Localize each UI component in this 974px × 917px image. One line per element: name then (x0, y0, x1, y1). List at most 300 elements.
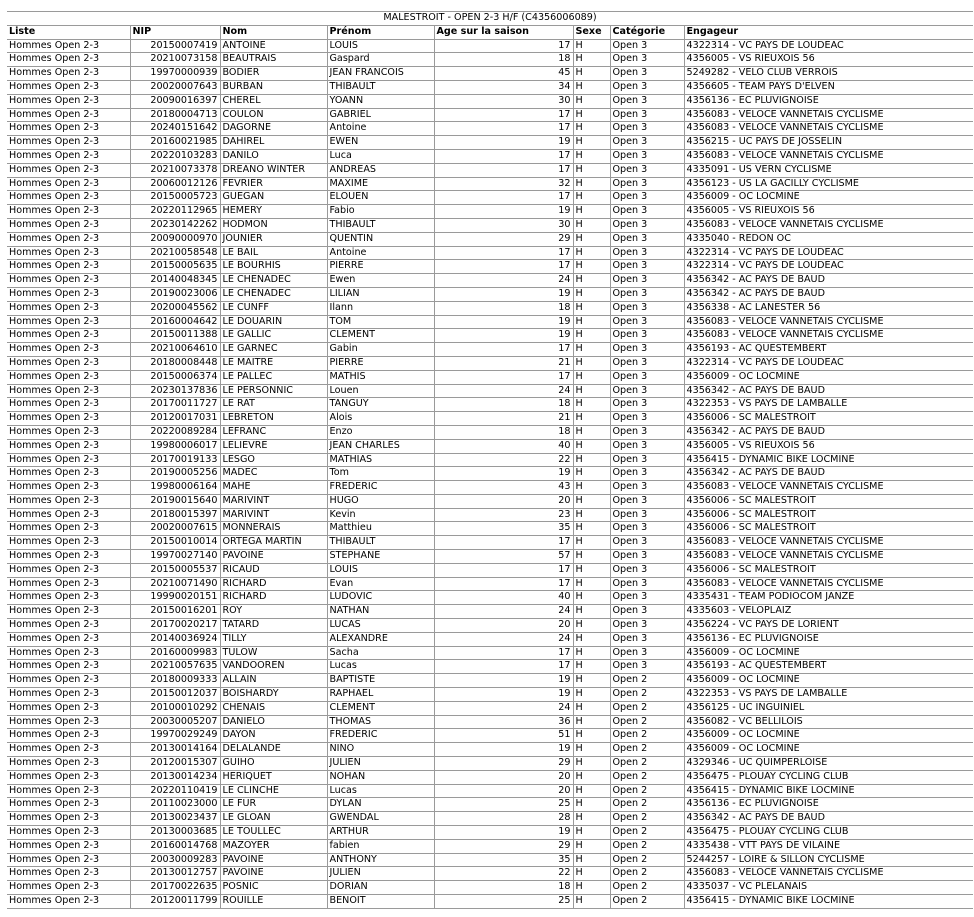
col-nom-cell: HEMERY (220, 205, 327, 219)
col-nip-cell: 20210071490 (130, 577, 220, 591)
col-nom-cell: LE CLINCHE (220, 784, 327, 798)
col-age-cell: 19 (434, 205, 573, 219)
col-nip-cell: 20110023000 (130, 798, 220, 812)
table-row (7, 701, 973, 715)
col-nip-cell: 20150016201 (130, 605, 220, 619)
col-liste-cell: Hommes Open 2-3 (7, 108, 130, 122)
col-age-cell: 21 (434, 356, 573, 370)
col-categorie-cell: Open 3 (610, 453, 684, 467)
col-engageur-cell: 4329346 - UC QUIMPERLOISE (684, 757, 973, 771)
col-liste-cell: Hommes Open 2-3 (7, 536, 130, 550)
col-liste-cell: Hommes Open 2-3 (7, 646, 130, 660)
col-nip-cell: 20020007643 (130, 80, 220, 94)
col-sexe-cell: H (573, 895, 610, 909)
col-nom-cell: LE TOULLEC (220, 826, 327, 840)
col-nip-cell: 20140036924 (130, 632, 220, 646)
table-row (7, 646, 973, 660)
col-prenom-cell: GABRIEL (327, 108, 434, 122)
table-row (7, 812, 973, 826)
table-row (7, 688, 973, 702)
col-nip-cell: 20190015640 (130, 494, 220, 508)
col-prenom-cell: Luca (327, 149, 434, 163)
table-row (7, 343, 973, 357)
col-sexe-cell: H (573, 398, 610, 412)
col-prenom-cell: JULIEN (327, 757, 434, 771)
col-liste-cell: Hommes Open 2-3 (7, 522, 130, 536)
col-prenom-cell: Lucas (327, 784, 434, 798)
col-nip-cell: 20170022635 (130, 881, 220, 895)
table-row (7, 619, 973, 633)
table-row (7, 536, 973, 550)
col-nom-cell: LE GLOAN (220, 812, 327, 826)
col-age-cell: 20 (434, 619, 573, 633)
table-row (7, 826, 973, 840)
col-categorie-cell: Open 2 (610, 826, 684, 840)
col-engageur-cell: 4335431 - TEAM PODIOCOM JANZE (684, 591, 973, 605)
col-prenom-cell: GWENDAL (327, 812, 434, 826)
col-engageur-cell: 4356009 - OC LOCMINE (684, 646, 973, 660)
col-prenom-cell: Lucas (327, 660, 434, 674)
col-engageur-cell: 4356083 - VELOCE VANNETAIS CYCLISME (684, 329, 973, 343)
table-row (7, 508, 973, 522)
col-nom-cell: TATARD (220, 619, 327, 633)
col-age-cell: 20 (434, 770, 573, 784)
col-sexe-cell: H (573, 577, 610, 591)
table-row (7, 53, 973, 67)
col-nip-cell: 20120017031 (130, 412, 220, 426)
col-categorie-cell: Open 3 (610, 494, 684, 508)
col-liste-cell: Hommes Open 2-3 (7, 812, 130, 826)
col-liste-cell: Hommes Open 2-3 (7, 839, 130, 853)
col-engageur-cell: 4356136 - EC PLUVIGNOISE (684, 94, 973, 108)
col-categorie-cell: Open 3 (610, 646, 684, 660)
table-row (7, 163, 973, 177)
table-row (7, 122, 973, 136)
col-nip-cell: 19990020151 (130, 591, 220, 605)
col-age-header: Age sur la saison (434, 25, 573, 39)
col-categorie-cell: Open 3 (610, 205, 684, 219)
col-nom-cell: MARIVINT (220, 494, 327, 508)
col-age-cell: 24 (434, 701, 573, 715)
col-nip-cell: 20150011388 (130, 329, 220, 343)
col-categorie-cell: Open 3 (610, 39, 684, 53)
col-engageur-cell: 4356009 - OC LOCMINE (684, 729, 973, 743)
col-nip-cell: 19970029249 (130, 729, 220, 743)
col-age-cell: 29 (434, 839, 573, 853)
col-prenom-cell: THIBAULT (327, 536, 434, 550)
col-sexe-cell: H (573, 508, 610, 522)
col-categorie-cell: Open 3 (610, 632, 684, 646)
table-row (7, 301, 973, 315)
col-sexe-cell: H (573, 260, 610, 274)
col-sexe-cell: H (573, 315, 610, 329)
col-liste-cell: Hommes Open 2-3 (7, 481, 130, 495)
col-liste-cell: Hommes Open 2-3 (7, 412, 130, 426)
col-liste-cell: Hommes Open 2-3 (7, 301, 130, 315)
col-categorie-cell: Open 2 (610, 701, 684, 715)
col-categorie-cell: Open 3 (610, 232, 684, 246)
col-prenom-cell: LUCAS (327, 619, 434, 633)
col-prenom-cell: JULIEN (327, 867, 434, 881)
col-engageur-cell: 4356342 - AC PAYS DE BAUD (684, 425, 973, 439)
col-liste-cell: Hommes Open 2-3 (7, 577, 130, 591)
col-liste-cell: Hommes Open 2-3 (7, 757, 130, 771)
col-categorie-cell: Open 3 (610, 384, 684, 398)
col-age-cell: 18 (434, 53, 573, 67)
col-categorie-cell: Open 3 (610, 370, 684, 384)
col-nip-cell: 20210073378 (130, 163, 220, 177)
col-prenom-cell: Ewen (327, 274, 434, 288)
col-sexe-cell: H (573, 563, 610, 577)
col-prenom-cell: HUGO (327, 494, 434, 508)
col-age-cell: 19 (434, 136, 573, 150)
col-categorie-cell: Open 2 (610, 770, 684, 784)
col-nip-cell: 20090016397 (130, 94, 220, 108)
col-categorie-cell: Open 3 (610, 315, 684, 329)
col-categorie-cell: Open 3 (610, 53, 684, 67)
col-nom-cell: DANIELO (220, 715, 327, 729)
col-age-cell: 17 (434, 660, 573, 674)
col-liste-cell: Hommes Open 2-3 (7, 384, 130, 398)
table-row (7, 149, 973, 163)
col-prenom-cell: ALEXANDRE (327, 632, 434, 646)
col-sexe-cell: H (573, 660, 610, 674)
col-engageur-cell: 4356083 - VELOCE VANNETAIS CYCLISME (684, 108, 973, 122)
col-liste-cell: Hommes Open 2-3 (7, 563, 130, 577)
col-prenom-cell: MATHIAS (327, 453, 434, 467)
col-sexe-cell: H (573, 370, 610, 384)
col-prenom-cell: BENOIT (327, 895, 434, 909)
col-categorie-header: Catégorie (610, 25, 684, 39)
col-sexe-cell: H (573, 177, 610, 191)
table-row (7, 287, 973, 301)
col-categorie-cell: Open 3 (610, 425, 684, 439)
col-prenom-cell: Evan (327, 577, 434, 591)
col-liste-cell: Hommes Open 2-3 (7, 729, 130, 743)
col-nom-cell: LE MAITRE (220, 356, 327, 370)
col-categorie-cell: Open 3 (610, 177, 684, 191)
col-nip-cell: 20130014234 (130, 770, 220, 784)
col-sexe-cell: H (573, 412, 610, 426)
col-prenom-cell: NATHAN (327, 605, 434, 619)
col-nom-cell: DELALANDE (220, 743, 327, 757)
col-age-cell: 20 (434, 494, 573, 508)
col-liste-cell: Hommes Open 2-3 (7, 508, 130, 522)
col-engageur-cell: 5244257 - LOIRE & SILLON CYCLISME (684, 853, 973, 867)
col-nom-cell: LE CHENADEC (220, 274, 327, 288)
col-prenom-cell: Antoine (327, 246, 434, 260)
col-engageur-cell: 4322314 - VC PAYS DE LOUDEAC (684, 260, 973, 274)
col-engageur-cell: 4356083 - VELOCE VANNETAIS CYCLISME (684, 149, 973, 163)
col-liste-header: Liste (7, 25, 130, 39)
col-nip-cell: 20240151642 (130, 122, 220, 136)
table-row (7, 577, 973, 591)
col-categorie-cell: Open 3 (610, 94, 684, 108)
col-engageur-cell: 4322314 - VC PAYS DE LOUDEAC (684, 356, 973, 370)
col-categorie-cell: Open 2 (610, 757, 684, 771)
col-engageur-cell: 4356083 - VELOCE VANNETAIS CYCLISME (684, 218, 973, 232)
col-categorie-cell: Open 3 (610, 108, 684, 122)
col-nip-cell: 20210057635 (130, 660, 220, 674)
col-nom-cell: LE PALLEC (220, 370, 327, 384)
col-age-cell: 28 (434, 812, 573, 826)
col-nip-cell: 20200045562 (130, 301, 220, 315)
table-row (7, 660, 973, 674)
col-age-cell: 36 (434, 715, 573, 729)
col-age-cell: 18 (434, 301, 573, 315)
col-liste-cell: Hommes Open 2-3 (7, 743, 130, 757)
col-age-cell: 17 (434, 163, 573, 177)
table-row (7, 853, 973, 867)
col-age-cell: 32 (434, 177, 573, 191)
col-age-cell: 18 (434, 425, 573, 439)
col-nom-cell: MADEC (220, 467, 327, 481)
col-age-cell: 21 (434, 412, 573, 426)
col-age-cell: 19 (434, 674, 573, 688)
col-prenom-header: Prénom (327, 25, 434, 39)
col-sexe-cell: H (573, 53, 610, 67)
col-liste-cell: Hommes Open 2-3 (7, 881, 130, 895)
col-liste-cell: Hommes Open 2-3 (7, 688, 130, 702)
col-sexe-cell: H (573, 467, 610, 481)
col-engageur-cell: 4356338 - AC LANESTER 56 (684, 301, 973, 315)
col-engageur-cell: 4356082 - VC BELLILOIS (684, 715, 973, 729)
col-nom-cell: ROUILLE (220, 895, 327, 909)
col-sexe-cell: H (573, 108, 610, 122)
col-engageur-cell: 4356342 - AC PAYS DE BAUD (684, 812, 973, 826)
table-row (7, 522, 973, 536)
col-engageur-cell: 4356193 - AC QUESTEMBERT (684, 343, 973, 357)
col-nip-cell: 20220089284 (130, 425, 220, 439)
col-nom-cell: DAGORNE (220, 122, 327, 136)
col-nom-cell: LE CHENADEC (220, 287, 327, 301)
col-age-cell: 19 (434, 329, 573, 343)
col-liste-cell: Hommes Open 2-3 (7, 619, 130, 633)
col-sexe-cell: H (573, 688, 610, 702)
table-body (7, 39, 973, 908)
col-prenom-cell: Enzo (327, 425, 434, 439)
col-nip-cell: 20190023006 (130, 287, 220, 301)
table-row (7, 67, 973, 81)
col-prenom-cell: THOMAS (327, 715, 434, 729)
col-liste-cell: Hommes Open 2-3 (7, 467, 130, 481)
col-sexe-cell: H (573, 605, 610, 619)
col-prenom-cell: EWEN (327, 136, 434, 150)
col-sexe-cell: H (573, 343, 610, 357)
col-age-cell: 19 (434, 826, 573, 840)
col-nom-cell: BEAUTRAIS (220, 53, 327, 67)
col-liste-cell: Hommes Open 2-3 (7, 674, 130, 688)
col-engageur-cell: 4322314 - VC PAYS DE LOUDEAC (684, 39, 973, 53)
col-engageur-cell: 4356083 - VELOCE VANNETAIS CYCLISME (684, 577, 973, 591)
col-sexe-cell: H (573, 812, 610, 826)
col-nom-cell: MAZOYER (220, 839, 327, 853)
table-row (7, 494, 973, 508)
col-categorie-cell: Open 3 (610, 274, 684, 288)
col-prenom-cell: THIBAULT (327, 218, 434, 232)
col-nom-cell: BODIER (220, 67, 327, 81)
col-categorie-cell: Open 3 (610, 246, 684, 260)
col-engageur-cell: 4356083 - VELOCE VANNETAIS CYCLISME (684, 550, 973, 564)
col-categorie-cell: Open 3 (610, 80, 684, 94)
col-engageur-cell: 4356193 - AC QUESTEMBERT (684, 660, 973, 674)
col-nom-cell: DANILO (220, 149, 327, 163)
col-age-cell: 18 (434, 398, 573, 412)
col-engageur-cell: 4356009 - OC LOCMINE (684, 743, 973, 757)
table-row (7, 260, 973, 274)
col-nip-cell: 20210064610 (130, 343, 220, 357)
col-categorie-cell: Open 3 (610, 329, 684, 343)
col-nom-cell: TULOW (220, 646, 327, 660)
col-liste-cell: Hommes Open 2-3 (7, 80, 130, 94)
col-engageur-cell: 4356009 - OC LOCMINE (684, 191, 973, 205)
col-nip-cell: 20030009283 (130, 853, 220, 867)
col-sexe-cell: H (573, 853, 610, 867)
col-prenom-cell: LUDOVIC (327, 591, 434, 605)
col-prenom-cell: STEPHANE (327, 550, 434, 564)
table-row (7, 453, 973, 467)
col-engageur-cell: 4356224 - VC PAYS DE LORIENT (684, 619, 973, 633)
col-liste-cell: Hommes Open 2-3 (7, 356, 130, 370)
col-engageur-cell: 4356136 - EC PLUVIGNOISE (684, 632, 973, 646)
col-engageur-cell: 4335040 - REDON OC (684, 232, 973, 246)
col-prenom-cell: JEAN FRANCOIS (327, 67, 434, 81)
col-engageur-cell: 4356475 - PLOUAY CYCLING CLUB (684, 770, 973, 784)
col-nom-cell: POSNIC (220, 881, 327, 895)
col-nom-cell: LE BAIL (220, 246, 327, 260)
table-row (7, 232, 973, 246)
col-prenom-cell: MATHIS (327, 370, 434, 384)
col-sexe-cell: H (573, 481, 610, 495)
col-engageur-cell: 4356006 - SC MALESTROIT (684, 494, 973, 508)
col-nom-cell: PAVOINE (220, 853, 327, 867)
col-age-cell: 19 (434, 315, 573, 329)
col-age-cell: 19 (434, 467, 573, 481)
col-prenom-cell: Tom (327, 467, 434, 481)
col-sexe-cell: H (573, 536, 610, 550)
table-row (7, 108, 973, 122)
col-nip-cell: 19970027140 (130, 550, 220, 564)
col-categorie-cell: Open 3 (610, 343, 684, 357)
col-categorie-cell: Open 2 (610, 853, 684, 867)
col-age-cell: 35 (434, 853, 573, 867)
col-categorie-cell: Open 3 (610, 481, 684, 495)
col-sexe-cell: H (573, 784, 610, 798)
col-age-cell: 43 (434, 481, 573, 495)
col-age-cell: 17 (434, 370, 573, 384)
col-age-cell: 34 (434, 80, 573, 94)
col-nip-cell: 20140048345 (130, 274, 220, 288)
col-nom-cell: RICAUD (220, 563, 327, 577)
col-categorie-cell: Open 3 (610, 536, 684, 550)
col-prenom-cell: LOUIS (327, 39, 434, 53)
col-sexe-cell: H (573, 218, 610, 232)
table-row (7, 563, 973, 577)
col-nip-cell: 20150006374 (130, 370, 220, 384)
col-nom-cell: LE GARNEC (220, 343, 327, 357)
col-nom-cell: CHEREL (220, 94, 327, 108)
col-categorie-cell: Open 3 (610, 550, 684, 564)
table-row (7, 412, 973, 426)
col-nom-cell: JOUNIER (220, 232, 327, 246)
table-row (7, 591, 973, 605)
col-nip-cell: 20180009333 (130, 674, 220, 688)
table-row (7, 550, 973, 564)
col-engageur-cell: 4356009 - OC LOCMINE (684, 674, 973, 688)
col-sexe-cell: H (573, 798, 610, 812)
col-nom-cell: MARIVINT (220, 508, 327, 522)
col-liste-cell: Hommes Open 2-3 (7, 246, 130, 260)
col-prenom-cell: MAXIME (327, 177, 434, 191)
col-engageur-cell: 4356006 - SC MALESTROIT (684, 563, 973, 577)
col-age-cell: 17 (434, 191, 573, 205)
col-engageur-cell: 4356136 - EC PLUVIGNOISE (684, 798, 973, 812)
col-age-cell: 17 (434, 343, 573, 357)
col-nom-cell: LE DOUARIN (220, 315, 327, 329)
col-nom-cell: HERIQUET (220, 770, 327, 784)
col-categorie-cell: Open 3 (610, 287, 684, 301)
col-prenom-cell: DORIAN (327, 881, 434, 895)
table-row (7, 895, 973, 909)
col-engageur-cell: 4356342 - AC PAYS DE BAUD (684, 384, 973, 398)
col-liste-cell: Hommes Open 2-3 (7, 605, 130, 619)
table-row (7, 94, 973, 108)
col-age-cell: 17 (434, 149, 573, 163)
col-age-cell: 40 (434, 439, 573, 453)
table-row (7, 191, 973, 205)
col-nom-cell: LE BOURHIS (220, 260, 327, 274)
col-age-cell: 19 (434, 287, 573, 301)
col-liste-cell: Hommes Open 2-3 (7, 94, 130, 108)
col-prenom-cell: QUENTIN (327, 232, 434, 246)
col-age-cell: 19 (434, 688, 573, 702)
col-prenom-cell: Gabin (327, 343, 434, 357)
col-sexe-cell: H (573, 770, 610, 784)
col-sexe-cell: H (573, 136, 610, 150)
col-age-cell: 51 (434, 729, 573, 743)
col-sexe-cell: H (573, 826, 610, 840)
col-nom-cell: LELIEVRE (220, 439, 327, 453)
col-engageur-cell: 4356083 - VELOCE VANNETAIS CYCLISME (684, 315, 973, 329)
col-nip-cell: 20160009983 (130, 646, 220, 660)
col-categorie-cell: Open 3 (610, 577, 684, 591)
table-row (7, 177, 973, 191)
header-row (7, 25, 973, 39)
col-nip-cell: 20170019133 (130, 453, 220, 467)
col-engageur-cell: 4356123 - US LA GACILLY CYCLISME (684, 177, 973, 191)
col-prenom-cell: YOANN (327, 94, 434, 108)
col-engageur-cell: 4356005 - VS RIEUXOIS 56 (684, 53, 973, 67)
col-nip-cell: 20220110419 (130, 784, 220, 798)
col-prenom-cell: TOM (327, 315, 434, 329)
table-row (7, 867, 973, 881)
table-row (7, 425, 973, 439)
col-prenom-cell: Alois (327, 412, 434, 426)
col-categorie-cell: Open 3 (610, 660, 684, 674)
col-categorie-cell: Open 3 (610, 467, 684, 481)
col-age-cell: 17 (434, 246, 573, 260)
col-sexe-cell: H (573, 701, 610, 715)
table-row (7, 205, 973, 219)
col-engageur-cell: 4356083 - VELOCE VANNETAIS CYCLISME (684, 481, 973, 495)
col-sexe-cell: H (573, 384, 610, 398)
col-prenom-cell: CLEMENT (327, 329, 434, 343)
col-liste-cell: Hommes Open 2-3 (7, 149, 130, 163)
col-categorie-cell: Open 3 (610, 191, 684, 205)
col-nip-cell: 20030005207 (130, 715, 220, 729)
col-sexe-cell: H (573, 80, 610, 94)
col-age-cell: 17 (434, 122, 573, 136)
